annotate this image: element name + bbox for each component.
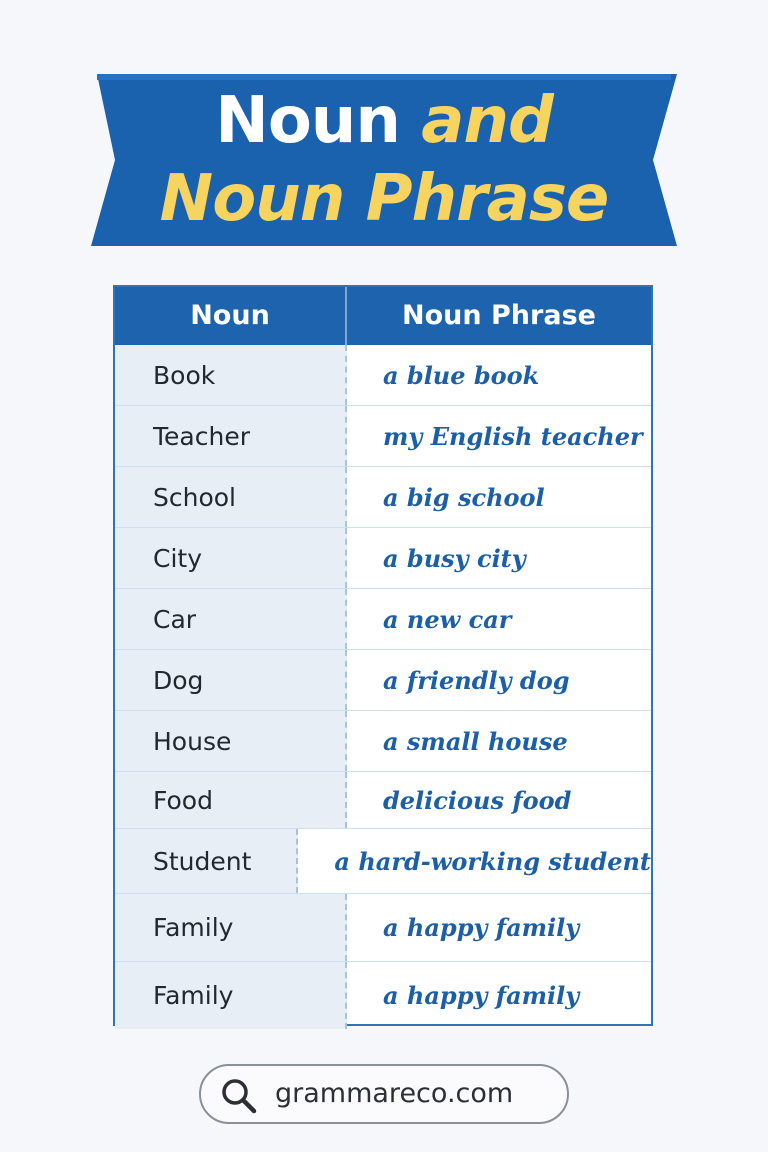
noun-phrase-cell: a happy family <box>383 981 580 1010</box>
noun-cell: House <box>115 711 347 771</box>
header-noun: Noun <box>115 287 347 345</box>
table-row <box>115 650 651 711</box>
noun-cell: Food <box>115 772 347 828</box>
noun-cell: Teacher <box>115 406 347 466</box>
site-url: grammareco.com <box>275 1078 514 1109</box>
noun-phrase-cell: a friendly dog <box>383 665 570 695</box>
table-header <box>115 287 651 345</box>
title-banner <box>91 74 677 246</box>
table-row <box>115 467 651 528</box>
table-row <box>115 406 651 467</box>
table-row <box>115 962 651 1029</box>
noun-phrase-cell: delicious food <box>383 785 572 815</box>
table-row <box>115 894 651 962</box>
table-row <box>115 829 651 894</box>
noun-phrase-cell: a happy family <box>383 913 580 942</box>
noun-phrase-cell: my English teacher <box>383 421 643 451</box>
noun-cell: Family <box>115 894 347 961</box>
page-title <box>91 82 677 238</box>
noun-cell: Family <box>115 962 347 1029</box>
table-row <box>115 528 651 589</box>
table-row <box>115 589 651 650</box>
search-icon <box>219 1076 259 1116</box>
noun-phrase-cell: a big school <box>383 482 545 512</box>
noun-phrase-cell: a busy city <box>383 543 526 573</box>
table-body <box>115 345 651 1029</box>
noun-phrase-cell: a small house <box>383 726 568 756</box>
noun-cell: School <box>115 467 347 527</box>
noun-cell: Book <box>115 345 347 405</box>
noun-cell: Dog <box>115 650 347 710</box>
title-line-noun-phrase: Noun Phrase <box>159 162 609 236</box>
noun-phrase-cell: a hard-working student <box>334 846 651 876</box>
title-word-and: and <box>421 84 553 158</box>
title-word-noun: Noun <box>215 84 400 158</box>
site-search-bar[interactable] <box>199 1064 569 1124</box>
noun-cell: Car <box>115 589 347 649</box>
noun-cell: City <box>115 528 347 588</box>
noun-cell: Student <box>115 829 298 893</box>
table-row <box>115 345 651 406</box>
noun-phrase-cell: a new car <box>383 604 512 634</box>
noun-phrase-table <box>113 285 653 1026</box>
table-row <box>115 711 651 772</box>
noun-phrase-cell: a blue book <box>383 360 540 390</box>
table-row <box>115 772 651 829</box>
header-noun-phrase: Noun Phrase <box>402 300 596 331</box>
